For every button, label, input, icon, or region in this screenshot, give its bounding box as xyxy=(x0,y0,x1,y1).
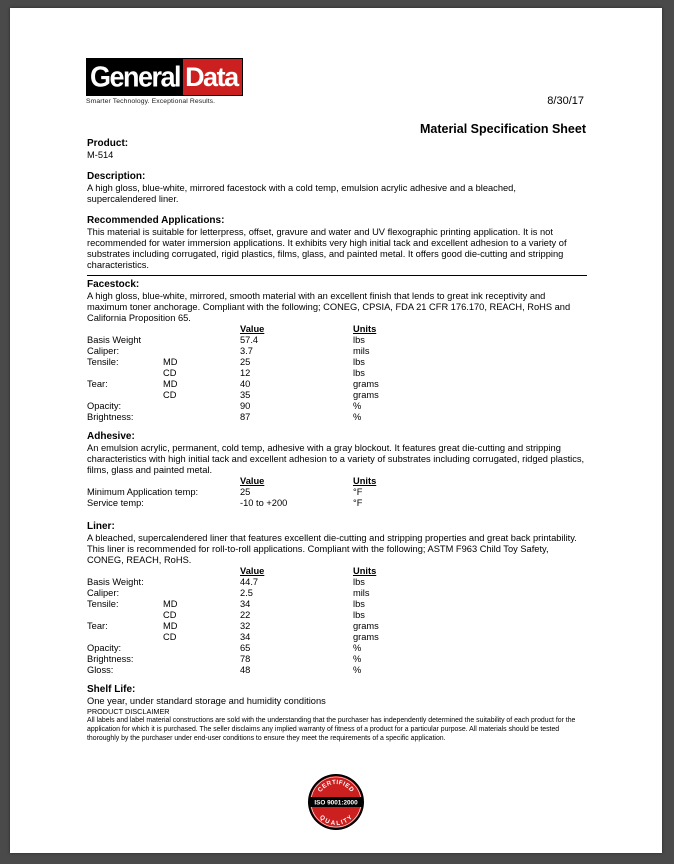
document-date: 8/30/17 xyxy=(547,95,584,107)
spec-units: lbs xyxy=(353,357,365,367)
seal-top-text: CERTIFIED xyxy=(316,778,356,794)
disclaimer-title: PRODUCT DISCLAIMER xyxy=(87,707,170,716)
liner-spec-table xyxy=(87,566,587,676)
facestock-spec-table xyxy=(87,324,587,423)
spec-units: grams xyxy=(353,390,379,400)
spec-units: % xyxy=(353,643,362,653)
seal-center-text: ISO 9001:2000 xyxy=(314,799,358,807)
spec-units: grams xyxy=(353,379,379,389)
product-heading: Product: xyxy=(87,138,129,149)
spec-label: Tensile: xyxy=(87,357,119,367)
spec-units: grams xyxy=(353,632,379,642)
spec-row xyxy=(87,487,587,498)
iso-certified-seal xyxy=(306,772,366,837)
spec-row xyxy=(87,368,587,379)
applications-section xyxy=(87,215,587,271)
spec-direction: CD xyxy=(163,368,177,378)
spec-direction: MD xyxy=(163,599,178,609)
facestock-section xyxy=(87,279,587,423)
spec-units: lbs xyxy=(353,368,365,378)
spec-row xyxy=(87,643,587,654)
spec-units: lbs xyxy=(353,577,365,587)
spec-label: Basis Weight: xyxy=(87,577,144,587)
shelf-life-section xyxy=(87,684,587,743)
spec-units: % xyxy=(353,654,362,664)
liner-heading: Liner: xyxy=(87,521,115,532)
spec-sheet-page xyxy=(10,8,662,853)
spec-units: % xyxy=(353,412,362,422)
spec-label: Tear: xyxy=(87,379,108,389)
seal-bottom-text: QUALITY xyxy=(318,813,355,828)
description-heading: Description: xyxy=(87,171,146,182)
spec-row xyxy=(87,610,587,621)
units-header: Units xyxy=(353,324,377,334)
spec-label: Opacity: xyxy=(87,643,122,653)
spec-direction: CD xyxy=(163,610,177,620)
spec-row xyxy=(87,599,587,610)
spec-label: Caliper: xyxy=(87,346,120,356)
facestock-text: A high gloss, blue-white, mirrored, smooth material with an excellent finish that lends to great ink receptivity and maximum toner anchorage. Compliant with the following; CONEG, CPSIA, FDA 21 CFR 176.170, REACH, RoHS and California Proposition 65. xyxy=(87,291,571,323)
product-section xyxy=(87,138,587,161)
applications-text: This material is suitable for letterpress, offset, gravure and water and UV flexographic printing application. It is not recommended for water immersion applications. It exhibits very high initial tack and excellent adhesion to a variety of substrates including corrugated, rigid plastics, films, glass, and painted metal. It offers good die-cutting and stripping characteristics. xyxy=(87,227,567,270)
value-header: Value xyxy=(240,566,265,576)
spec-label: Brightness: xyxy=(87,654,134,664)
spec-direction: MD xyxy=(163,379,178,389)
shelf-life-heading: Shelf Life: xyxy=(87,684,136,695)
spec-row xyxy=(87,379,587,390)
description-text: A high gloss, blue-white, mirrored facestock with a cold temp, emulsion acrylic adhesive and a bleached, supercalendered liner. xyxy=(87,183,516,204)
adhesive-section xyxy=(87,431,587,509)
spec-row xyxy=(87,621,587,632)
spec-row xyxy=(87,665,587,676)
shelf-life-text: One year, under standard storage and humidity conditions xyxy=(87,696,326,706)
spec-units: °F xyxy=(353,498,363,508)
spec-value: 57.4 xyxy=(240,335,259,345)
applications-heading: Recommended Applications: xyxy=(87,215,225,226)
spec-value: 34 xyxy=(240,632,251,642)
spec-direction: MD xyxy=(163,357,178,367)
spec-row xyxy=(87,588,587,599)
spec-label: Tensile: xyxy=(87,599,119,609)
facestock-rows xyxy=(87,335,587,423)
liner-text: A bleached, supercalendered liner that features excellent die-cutting and stripping properties and great back printability. This liner is recommended for roll-to-roll applications. Compliant with the following; ASTM F963 Child Toy Safety, CONEG, REACH, RoHS. xyxy=(87,533,577,565)
spec-value: 90 xyxy=(240,401,251,411)
section-divider xyxy=(87,275,587,276)
spec-row xyxy=(87,401,587,412)
liner-rows xyxy=(87,577,587,676)
spec-value: 40 xyxy=(240,379,251,389)
spec-units: % xyxy=(353,665,362,675)
spec-label: Basis Weight xyxy=(87,335,142,345)
spec-value: 48 xyxy=(240,665,251,675)
facestock-heading: Facestock: xyxy=(87,279,140,290)
spec-units: % xyxy=(353,401,362,411)
spec-value: 34 xyxy=(240,599,251,609)
spec-value: 3.7 xyxy=(240,346,253,356)
spec-value: 35 xyxy=(240,390,251,400)
spec-units: lbs xyxy=(353,610,365,620)
adhesive-rows xyxy=(87,487,587,509)
spec-label: Minimum Application temp: xyxy=(87,487,199,497)
spec-value: 25 xyxy=(240,487,251,497)
logo-general: General xyxy=(87,58,183,96)
spec-value: 25 xyxy=(240,357,251,367)
spec-row xyxy=(87,390,587,401)
adhesive-text: An emulsion acrylic, permanent, cold temp, adhesive with a gray blockout. It features great die-cutting and stripping characteristics with high initial tack and excellent adhesion to a variety of substrates including corrugated, ridged plastics, films, glass and painted metal. xyxy=(87,443,585,475)
spec-label: Caliper: xyxy=(87,588,120,598)
spec-direction: CD xyxy=(163,632,177,642)
spec-value: 44.7 xyxy=(240,577,259,587)
product-name: M-514 xyxy=(87,150,114,160)
spec-row xyxy=(87,654,587,665)
spec-header-row xyxy=(87,476,587,487)
value-header: Value xyxy=(240,476,265,486)
spec-label: Brightness: xyxy=(87,412,134,422)
adhesive-spec-table xyxy=(87,476,587,509)
spec-header-row xyxy=(87,324,587,335)
spec-direction: MD xyxy=(163,621,178,631)
description-section xyxy=(87,171,587,205)
spec-header-row xyxy=(87,566,587,577)
spec-label: Opacity: xyxy=(87,401,122,411)
spec-label: Gloss: xyxy=(87,665,114,675)
spec-value: -10 to +200 xyxy=(240,498,288,508)
spec-units: grams xyxy=(353,621,379,631)
logo-data: Data xyxy=(183,59,242,95)
disclaimer-text: All labels and label material constructions are sold with the understanding that the purchaser has independently determined the suitability of each product for the application for which it is purchased. The seller disclaims any implied warranty of fitness of a product for a particular purpose. All materials should be tested thoroughly by the purchaser under end-user conditions to ensure they meet the requirements of a specific application. xyxy=(87,717,576,742)
adhesive-heading: Adhesive: xyxy=(87,431,135,442)
logo-tagline: Smarter Technology. Exceptional Results. xyxy=(86,98,216,105)
spec-value: 78 xyxy=(240,654,251,664)
spec-value: 12 xyxy=(240,368,251,378)
spec-row xyxy=(87,632,587,643)
spec-units: mils xyxy=(353,588,370,598)
spec-value: 22 xyxy=(240,610,251,620)
spec-units: lbs xyxy=(353,335,365,345)
spec-units: lbs xyxy=(353,599,365,609)
spec-value: 32 xyxy=(240,621,251,631)
spec-label: Tear: xyxy=(87,621,108,631)
value-header: Value xyxy=(240,324,265,334)
page-title: Material Specification Sheet xyxy=(419,122,586,136)
spec-value: 87 xyxy=(240,412,251,422)
spec-row xyxy=(87,346,587,357)
spec-row xyxy=(87,357,587,368)
units-header: Units xyxy=(353,476,377,486)
logo-wordmark xyxy=(86,58,243,96)
spec-row xyxy=(87,335,587,346)
spec-units: mils xyxy=(353,346,370,356)
spec-content xyxy=(87,138,587,743)
spec-row xyxy=(87,577,587,588)
spec-label: Service temp: xyxy=(87,498,144,508)
spec-value: 2.5 xyxy=(240,588,253,598)
spec-units: °F xyxy=(353,487,363,497)
spec-value: 65 xyxy=(240,643,251,653)
spec-row xyxy=(87,412,587,423)
general-data-logo xyxy=(86,58,243,105)
units-header: Units xyxy=(353,566,377,576)
spec-direction: CD xyxy=(163,390,177,400)
liner-section xyxy=(87,521,587,676)
spec-row xyxy=(87,498,587,509)
